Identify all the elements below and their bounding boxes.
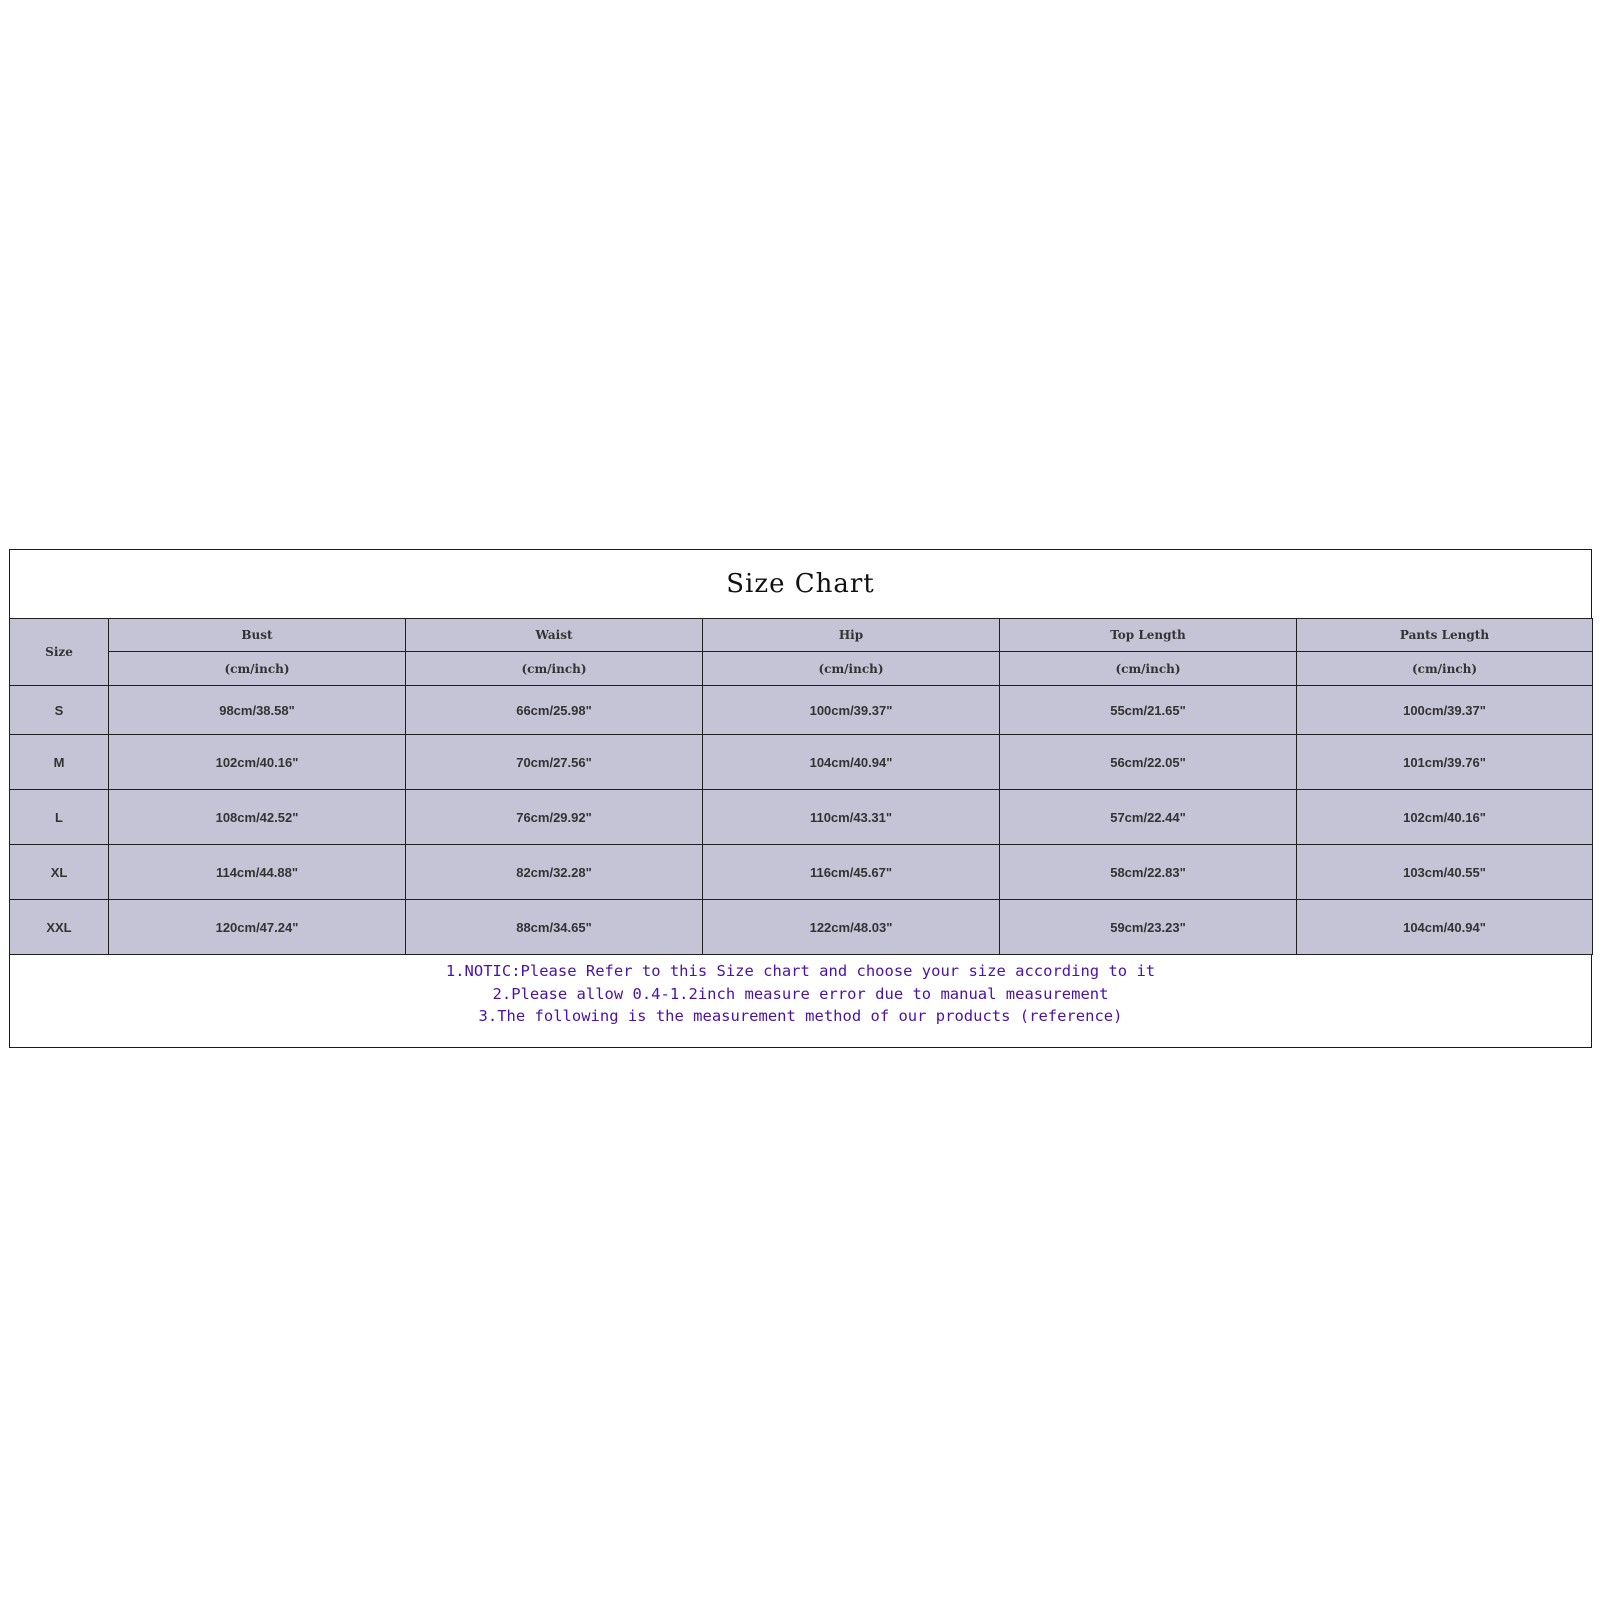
hip-cell: 116cm/45.67" <box>703 845 1000 900</box>
top-length-cell: 57cm/22.44" <box>1000 790 1297 845</box>
header-row <box>10 619 1593 652</box>
pants-length-cell: 103cm/40.55" <box>1297 845 1593 900</box>
header-size: Size <box>10 619 109 686</box>
note-line: 2.Please allow 0.4-1.2inch measure error due to manual measurement <box>492 984 1109 1003</box>
header-bust: Bust <box>109 619 406 652</box>
pants-length-cell: 104cm/40.94" <box>1297 900 1593 955</box>
hip-cell: 100cm/39.37" <box>703 686 1000 735</box>
bust-cell: 114cm/44.88" <box>109 845 406 900</box>
size-cell: L <box>10 790 109 845</box>
size-table <box>9 618 1593 955</box>
table-row <box>10 845 1593 900</box>
size-cell: XXL <box>10 900 109 955</box>
size-notes <box>10 958 1591 1048</box>
size-cell: M <box>10 735 109 790</box>
hip-cell: 122cm/48.03" <box>703 900 1000 955</box>
top-length-cell: 56cm/22.05" <box>1000 735 1297 790</box>
top-length-cell: 59cm/23.23" <box>1000 900 1297 955</box>
top-length-cell: 55cm/21.65" <box>1000 686 1297 735</box>
unit-bust: (cm/inch) <box>109 652 406 686</box>
header-top-length: Top Length <box>1000 619 1297 652</box>
waist-cell: 76cm/29.92" <box>406 790 703 845</box>
waist-cell: 88cm/34.65" <box>406 900 703 955</box>
pants-length-cell: 100cm/39.37" <box>1297 686 1593 735</box>
unit-pants-length: (cm/inch) <box>1297 652 1593 686</box>
hip-cell: 110cm/43.31" <box>703 790 1000 845</box>
waist-cell: 70cm/27.56" <box>406 735 703 790</box>
header-hip: Hip <box>703 619 1000 652</box>
size-cell: XL <box>10 845 109 900</box>
unit-hip: (cm/inch) <box>703 652 1000 686</box>
note-line: 3.The following is the measurement method of our products (reference) <box>478 1007 1123 1025</box>
top-length-cell: 58cm/22.83" <box>1000 845 1297 900</box>
waist-cell: 82cm/32.28" <box>406 845 703 900</box>
unit-top-length: (cm/inch) <box>1000 652 1297 686</box>
size-cell: S <box>10 686 109 735</box>
table-row <box>10 686 1593 735</box>
waist-cell: 66cm/25.98" <box>406 686 703 735</box>
table-row <box>10 735 1593 790</box>
bust-cell: 120cm/47.24" <box>109 900 406 955</box>
bust-cell: 102cm/40.16" <box>109 735 406 790</box>
pants-length-cell: 101cm/39.76" <box>1297 735 1593 790</box>
note-line: 1.NOTIC:Please Refer to this Size chart and choose your size according to it <box>445 962 1156 980</box>
bust-cell: 98cm/38.58" <box>109 686 406 735</box>
size-chart <box>9 549 1592 1048</box>
header-waist: Waist <box>406 619 703 652</box>
table-row <box>10 790 1593 845</box>
unit-row <box>10 652 1593 686</box>
hip-cell: 104cm/40.94" <box>703 735 1000 790</box>
unit-waist: (cm/inch) <box>406 652 703 686</box>
pants-length-cell: 102cm/40.16" <box>1297 790 1593 845</box>
header-pants-length: Pants Length <box>1297 619 1593 652</box>
bust-cell: 108cm/42.52" <box>109 790 406 845</box>
table-row <box>10 900 1593 955</box>
chart-title: Size Chart <box>726 569 875 599</box>
